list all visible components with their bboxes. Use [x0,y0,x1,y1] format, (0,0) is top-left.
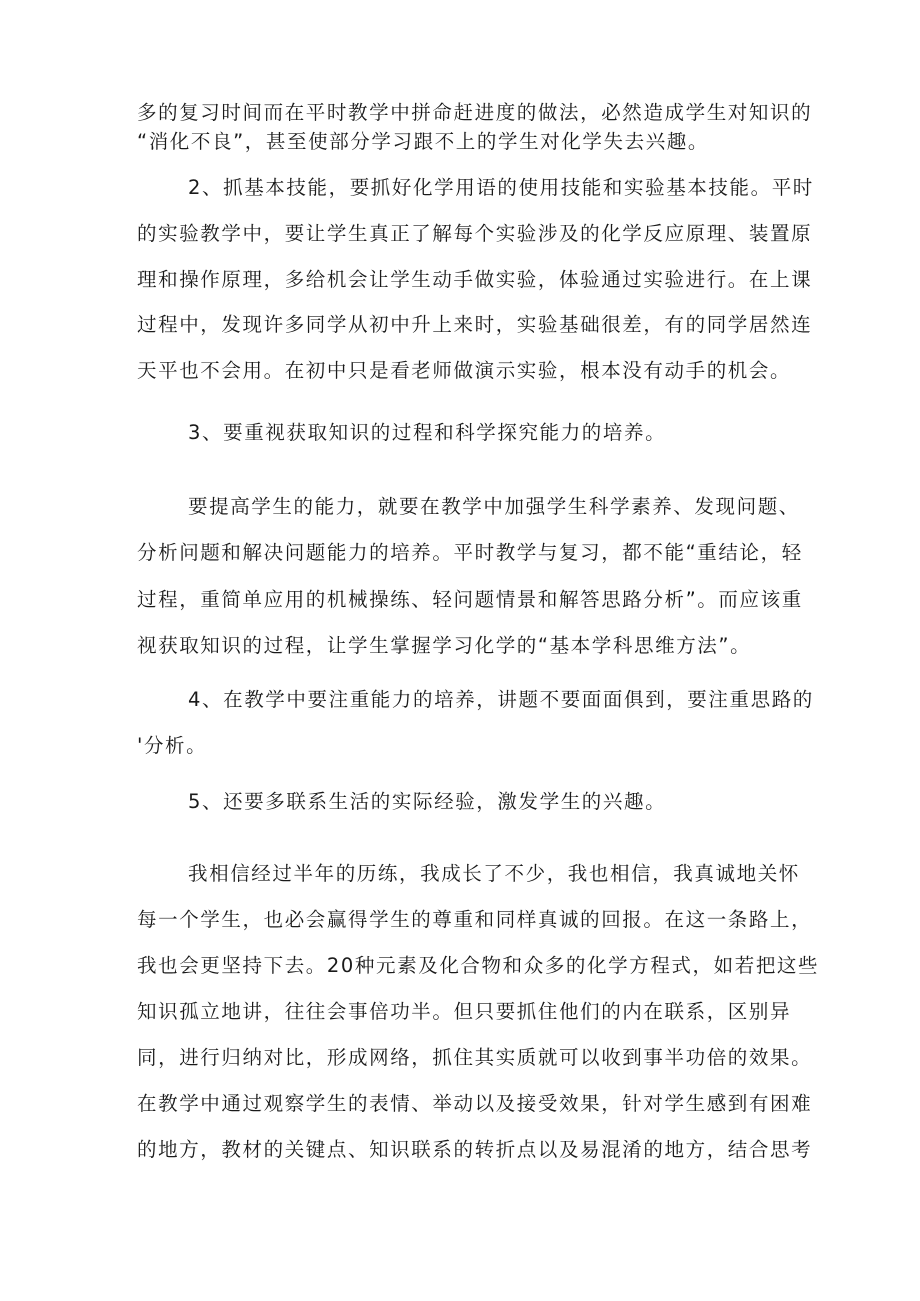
text-line: 4、在教学中要注重能力的培养，讲题不要面面俱到，要注重思路的 [188,688,814,711]
text-line: 在教学中通过观察学生的表情、举动以及接受效果，针对学生感到有困难 [137,1092,813,1115]
text-line: 多的复习时间而在平时教学中拼命赶进度的做法，必然造成学生对知识的 [137,101,813,124]
text-line: 的实验教学中，要让学生真正了解每个实验涉及的化学反应原理、装置原 [137,222,813,245]
text-line: 我也会更坚持下去。20种元素及化合物和众多的化学方程式，如若把这些 [137,954,820,977]
text-line: 同，进行归纳对比，形成网络，抓住其实质就可以收到事半功倍的效果。 [137,1046,813,1069]
text-line: 分析问题和解决问题能力的培养。平时教学与复习，都不能“重结论，轻 [137,541,803,564]
text-line: 理和操作原理，多给机会让学生动手做实验，体验通过实验进行。在上课 [137,268,813,291]
text-line: 2、抓基本技能，要抓好化学用语的使用技能和实验基本技能。平时 [188,176,814,199]
text-line: 视获取知识的过程，让学生掌握学习化学的“基本学科思维方法”。 [137,634,752,657]
text-line: 5、还要多联系生活的实际经验，激发学生的兴趣。 [188,790,667,813]
text-line: 的地方，教材的关键点、知识联系的转折点以及易混淆的地方，结合思考 [137,1138,813,1161]
text-line: 3、要重视获取知识的过程和科学探究能力的培养。 [188,421,667,444]
text-line: “消化不良”，甚至使部分学习跟不上的学生对化学失去兴趣。 [137,130,710,153]
text-line: '分析。 [137,734,208,757]
text-line: 要提高学生的能力，就要在教学中加强学生科学素养、发现问题、 [188,495,800,518]
text-line: 我相信经过半年的历练，我成长了不少，我也相信，我真诚地关怀 [188,862,800,885]
text-line: 天平也不会用。在初中只是看老师做演示实验，根本没有动手的机会。 [137,359,792,382]
text-line: 知识孤立地讲，往往会事倍功半。但只要抓住他们的内在联系，区别异 [137,1000,792,1023]
text-line: 过程，重简单应用的机械操练、轻问题情景和解答思路分析”。而应该重 [137,588,803,611]
text-line: 每一个学生，也必会赢得学生的尊重和同样真诚的回报。在这一条路上， [137,908,813,931]
text-line: 过程中，发现许多同学从初中升上来时，实验基础很差，有的同学居然连 [137,313,813,336]
